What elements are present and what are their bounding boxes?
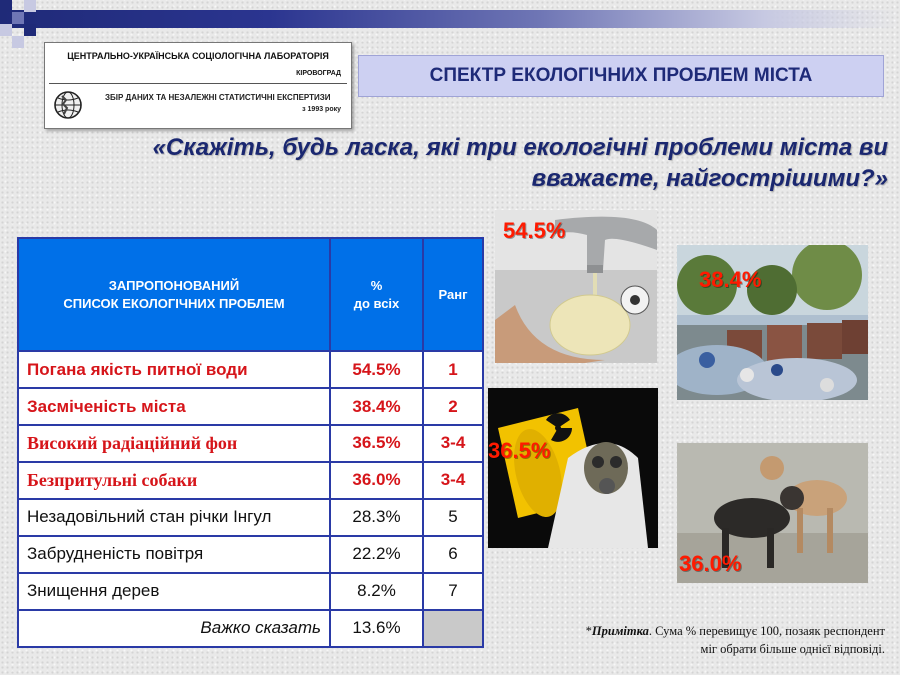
logo-city: КІРОВОГРАД (296, 70, 341, 77)
problem-cell: Незадовільний стан річки Інгул (18, 499, 330, 536)
organization-logo (44, 42, 352, 129)
slide-title-banner (358, 55, 884, 97)
problem-cell: Знищення дерев (18, 573, 330, 610)
slide-title: СПЕКТР ЕКОЛОГІЧНИХ ПРОБЛЕМ МІСТА (429, 65, 813, 86)
problems-table (17, 237, 484, 648)
stray-dogs-photo (677, 443, 868, 583)
problem-cell: Забрудненість повітря (18, 536, 330, 573)
header-problems-line1: ЗАПРОПОНОВАНИЙ (108, 277, 240, 293)
table-row (18, 388, 483, 425)
top-decor-band (0, 10, 900, 28)
logo-org-name: ЦЕНТРАЛЬНО-УКРАЇНСЬКА СОЦІОЛОГІЧНА ЛАБОРАТОРІЯ (67, 51, 329, 61)
decor-square (0, 0, 12, 12)
tap-water-photo (495, 210, 657, 363)
footnote-line-1 (525, 622, 885, 640)
footnote-asterisk: * (585, 624, 592, 638)
rank-cell: 3-4 (423, 462, 483, 499)
logo-tagline: ЗБІР ДАНИХ ТА НЕЗАЛЕЖНІ СТАТИСТИЧНІ ЕКСПЕРТИЗИ (105, 93, 331, 102)
percent-cell: 8.2% (330, 573, 423, 610)
table-row (18, 351, 483, 388)
header-percent (330, 238, 423, 351)
rank-cell: 2 (423, 388, 483, 425)
garbage-photo (677, 245, 868, 400)
footnote-text-1: . Сума % перевищує 100, позаяк респондент (648, 624, 885, 638)
header-percent-label: до всіх (353, 295, 400, 311)
garbage-percent-label: 38.4% (699, 267, 762, 292)
percent-cell: 38.4% (330, 388, 423, 425)
footnote-line-2: міг обрати більше однієї відповіді. (700, 642, 885, 656)
logo-divider (49, 83, 347, 84)
footnote (525, 622, 885, 658)
globe-icon (53, 90, 83, 120)
table-row (18, 499, 483, 536)
rank-cell: 6 (423, 536, 483, 573)
problem-cell: Безпритульні собаки (18, 462, 330, 499)
radiation-percent-label: 36.5% (488, 438, 551, 463)
question-line-2: вважаєте, найгострішими?» (531, 165, 888, 192)
decor-square (24, 24, 36, 36)
percent-cell: 54.5% (330, 351, 423, 388)
table-row (18, 573, 483, 610)
percent-cell: 13.6% (330, 610, 423, 647)
table-row (18, 610, 483, 647)
header-problems (18, 238, 330, 351)
header-percent-symbol: % (370, 277, 383, 293)
dogs-percent-label: 36.0% (679, 551, 742, 576)
radiation-illustration (488, 388, 658, 548)
question-line-1: «Скажіть, будь ласка, які три екологічні проблеми міста ви (152, 134, 888, 161)
problem-cell: Погана якість питної води (18, 351, 330, 388)
table-row (18, 536, 483, 573)
decor-square (12, 12, 24, 24)
rank-cell (423, 610, 483, 647)
table-header-row (18, 238, 483, 351)
rank-cell: 1 (423, 351, 483, 388)
water-percent-label: 54.5% (503, 218, 566, 243)
rank-cell: 7 (423, 573, 483, 610)
percent-cell: 22.2% (330, 536, 423, 573)
percent-cell: 36.5% (330, 425, 423, 462)
decor-square (24, 0, 36, 12)
logo-since: з 1993 року (302, 106, 341, 113)
decor-square (0, 24, 12, 36)
radiation-photo (488, 388, 658, 548)
rank-cell: 3-4 (423, 425, 483, 462)
table-row (18, 425, 483, 462)
footnote-label: Примітка (591, 624, 649, 638)
problem-cell: Високий радіаційний фон (18, 425, 330, 462)
percent-cell: 36.0% (330, 462, 423, 499)
header-rank: Ранг (423, 238, 483, 351)
survey-question (88, 132, 888, 194)
problem-cell: Засміченість міста (18, 388, 330, 425)
rank-cell: 5 (423, 499, 483, 536)
decor-square (12, 36, 24, 48)
header-problems-line2: СПИСОК ЕКОЛОГІЧНИХ ПРОБЛЕМ (63, 295, 285, 311)
table-row (18, 462, 483, 499)
problem-cell: Важко сказать (18, 610, 330, 647)
percent-cell: 28.3% (330, 499, 423, 536)
